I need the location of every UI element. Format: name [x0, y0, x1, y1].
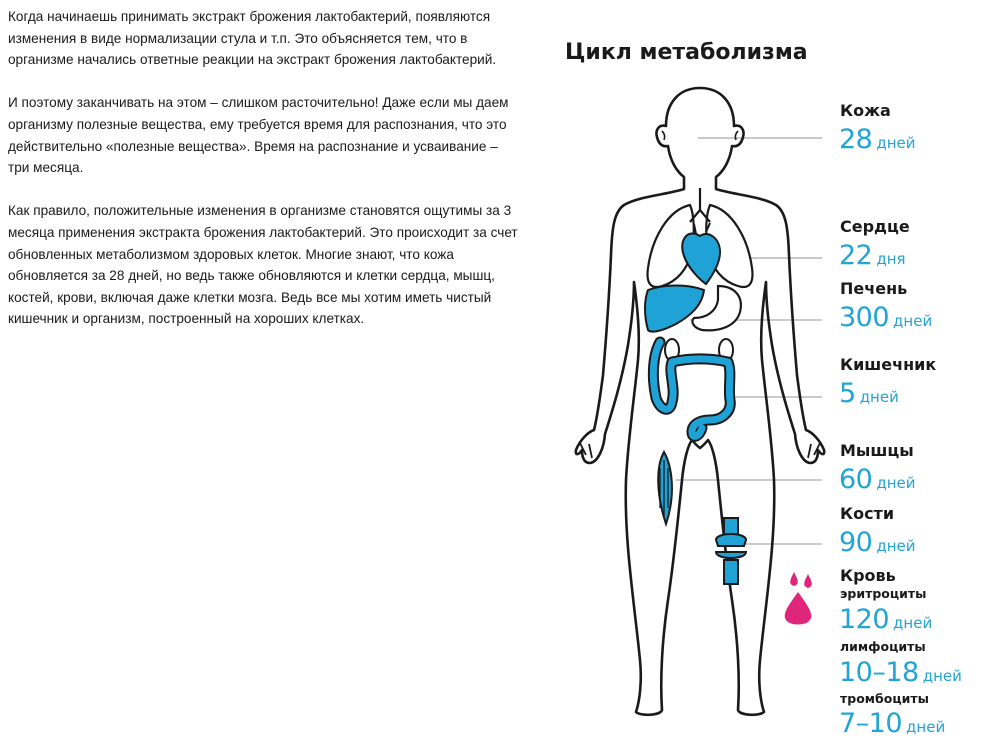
article-paragraph-2: И поэтому заканчивать на этом – слишком расточительно! Даже если мы даем организму полезные вещества, ему требуется время для распознания, что это действительно «полезные вещества». Время на распознание и усваивание – три месяца.	[8, 95, 509, 176]
blood-cell-label-erythrocytes: эритроциты	[840, 586, 927, 601]
period-platelets-unit: дней	[906, 718, 946, 736]
trachea	[690, 188, 710, 222]
organ-label-liver: Печень	[840, 279, 908, 298]
skin-icon	[580, 443, 820, 458]
period-liver	[839, 302, 932, 333]
organ-label-blood: Кровь	[840, 566, 896, 585]
period-intestine-number: 5	[839, 378, 856, 409]
article-paragraph-3: Как правило, положительные изменения в организме становятся ощутимы за 3 месяца применения экстракта брожения лактобактерий. Это происходит за счет обновленных метаболизмом здоровых клеток. Многие знают, что кожа обновляется за 28 дней, но ведь также обновляются и клетки сердца, мышц, костей, крови, включая даже клетки мозга. Ведь все мы хотим иметь чистый кишечник и организм, построенный на хороших клетках.	[8, 203, 518, 327]
period-bone	[839, 527, 916, 558]
bone-knee-bottom	[716, 552, 746, 558]
period-platelets-number: 7–10	[839, 708, 903, 739]
period-skin-unit: дней	[876, 134, 916, 152]
blood-cell-label-lymphocytes: лимфоциты	[840, 639, 926, 654]
period-skin-number: 28	[839, 124, 873, 155]
organ-label-heart: Сердце	[840, 217, 910, 236]
ear-left	[662, 131, 665, 140]
period-erythrocytes-number: 120	[839, 604, 890, 635]
period-heart-unit: дня	[876, 250, 906, 268]
diagram-title: Цикл метаболизма	[565, 40, 808, 65]
period-lymphocytes-unit: дней	[922, 667, 962, 685]
period-bone-number: 90	[839, 527, 873, 558]
article-paragraph-1: Когда начинаешь принимать экстракт брожения лактобактерий, появляются изменения в виде нормализации стула и т.п. Это объясняется тем, что в организме начались ответные реакции на экстракт брожения лактобактерий.	[8, 9, 497, 68]
period-muscle-number: 60	[839, 464, 873, 495]
bone-knee-top	[716, 534, 746, 546]
bone-tibia	[724, 560, 738, 584]
period-heart	[839, 240, 906, 271]
period-lymphocytes-number: 10–18	[839, 657, 919, 688]
period-intestine	[839, 378, 899, 409]
organ-label-skin: Кожа	[840, 101, 891, 120]
leader-lines	[676, 138, 822, 544]
period-skin	[839, 124, 916, 155]
organ-label-muscle: Мышцы	[840, 441, 914, 460]
organ-label-bone: Кости	[840, 504, 895, 523]
period-muscle	[839, 464, 916, 495]
period-erythrocytes-unit: дней	[893, 614, 933, 632]
period-platelets	[839, 708, 945, 739]
organ-label-intestine: Кишечник	[840, 355, 937, 374]
period-liver-unit: дней	[893, 312, 933, 330]
blood-drop-small-2	[804, 574, 812, 588]
period-muscle-unit: дней	[876, 474, 916, 492]
period-heart-number: 22	[839, 240, 873, 271]
period-liver-number: 300	[839, 302, 890, 333]
blood-drop-large	[785, 592, 812, 625]
period-lymphocytes	[839, 657, 962, 688]
period-erythrocytes	[839, 604, 932, 635]
blood-drops-icon	[785, 572, 812, 625]
bone-icon	[716, 518, 746, 584]
period-bone-unit: дней	[876, 537, 916, 555]
period-intestine-unit: дней	[859, 388, 899, 406]
blood-cell-label-platelets: тромбоциты	[840, 691, 929, 706]
heart-icon	[682, 233, 720, 284]
blood-drop-small-1	[790, 572, 798, 586]
